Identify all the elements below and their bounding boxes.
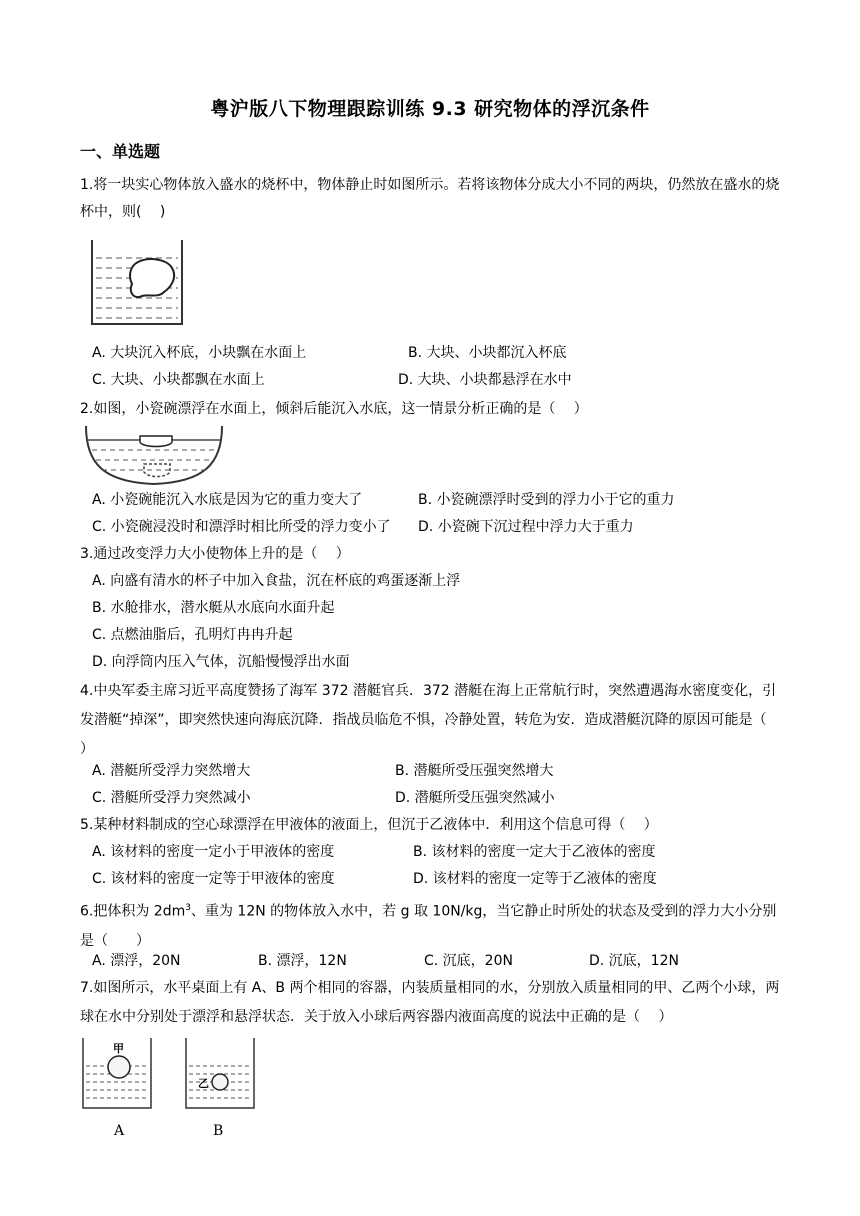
question-3-option-b: B. 水舱排水，潜水艇从水底向水面升起 <box>92 600 335 616</box>
question-6-stem: 6.把体积为 $2dm^3$、重为 12N 的物体放入水中，若 g 取 10N/kg，当它静止时所处的状态及受到的浮力大小分别是（ ） <box>80 903 777 949</box>
question-1-option-b: B. 大块、小块都沉入杯底 <box>408 345 567 361</box>
container-b <box>186 1038 254 1139</box>
label-jia: 甲 <box>113 1042 124 1055</box>
question-2-option-c: C. 小瓷碗浸没时和漂浮时相比所受的浮力变小了 <box>92 519 391 535</box>
question-4-option-d: D. 潜艇所受压强突然减小 <box>395 790 555 806</box>
section-heading: 一、单选题 <box>80 142 161 161</box>
question-1-option-c: C. 大块、小块都飘在水面上 <box>92 372 265 388</box>
container-a <box>83 1038 151 1139</box>
question-1-option-d: D. 大块、小块都悬浮在水中 <box>398 372 572 388</box>
question-3-option-c: C. 点燃油脂后，孔明灯冉冉升起 <box>92 627 293 643</box>
label-a: A <box>114 1123 125 1139</box>
question-6-option-a: A. 漂浮，20N <box>92 953 181 969</box>
question-5-option-d: D. 该材料的密度一定等于乙液体的密度 <box>413 871 657 887</box>
question-4-option-c: C. 潜艇所受浮力突然减小 <box>92 790 251 806</box>
question-1-option-a: A. 大块沉入杯底，小块飘在水面上 <box>92 345 307 361</box>
question-4-option-b: B. 潜艇所受压强突然增大 <box>395 763 554 779</box>
question-3-option-d: D. 向浮筒内压入气体，沉船慢慢浮出水面 <box>92 654 350 670</box>
question-6-option-b: B. 漂浮，12N <box>258 953 347 969</box>
question-6-option-d: D. 沉底，12N <box>589 953 679 969</box>
question-2-option-b: B. 小瓷碗漂浮时受到的浮力小于它的重力 <box>418 492 675 508</box>
question-2-option-d: D. 小瓷碗下沉过程中浮力大于重力 <box>418 519 634 535</box>
question-4-stem: 4.中央军委主席习近平高度赞扬了海军 372 潜艇官兵．372 潜艇在海上正常航行时，突然遭遇海水密度变化，引发潜艇“掉深”，即突然快速向海底沉降．指战员临危不惧，冷静处置，转危为安．造成潜艇沉降的原因可能是（ ） <box>80 683 785 757</box>
question-2-figure <box>84 424 224 488</box>
question-5-option-a: A. 该材料的密度一定小于甲液体的密度 <box>92 844 335 860</box>
question-6-option-c: C. 沉底，20N <box>424 953 513 969</box>
question-2-option-a: A. 小瓷碗能沉入水底是因为它的重力变大了 <box>92 492 363 508</box>
question-5-stem: 5.某种材料制成的空心球漂浮在甲液体的液面上，但沉于乙液体中．利用这个信息可得（ ） <box>80 817 658 833</box>
question-5-option-c: C. 该材料的密度一定等于甲液体的密度 <box>92 871 335 887</box>
question-1-figure <box>88 238 188 328</box>
question-4-option-a: A. 潜艇所受浮力突然增大 <box>92 763 251 779</box>
question-7-stem: 7.如图所示，水平桌面上有 A、B 两个相同的容器，内装质量相同的水，分别放入质量相同的甲、乙两个小球，两球在水中分别处于漂浮和悬浮状态．关于放入小球后两容器内液面高度的说法中正确的是（ ） <box>80 980 780 1025</box>
question-2-stem: 2.如图，小瓷碗漂浮在水面上，倾斜后能沉入水底，这一情景分析正确的是（ ） <box>80 401 588 417</box>
ball-jia <box>108 1056 130 1078</box>
question-3-option-a: A. 向盛有清水的杯子中加入食盐，沉在杯底的鸡蛋逐渐上浮 <box>92 573 461 589</box>
label-b: B <box>213 1123 224 1139</box>
question-1-stem: 1.将一块实心物体放入盛水的烧杯中，物体静止时如图所示。若将该物体分成大小不同的两块，仍然放在盛水的烧杯中，则( ) <box>80 177 780 220</box>
ball-yi <box>212 1074 228 1090</box>
label-yi: 乙 <box>198 1077 209 1090</box>
question-3-stem: 3.通过改变浮力大小使物体上升的是（ ） <box>80 546 350 562</box>
question-7-figure <box>80 1036 265 1140</box>
page-title: 粤沪版八下物理跟踪训练 9.3 研究物体的浮沉条件 <box>210 98 650 120</box>
question-5-option-b: B. 该材料的密度一定大于乙液体的密度 <box>413 844 656 860</box>
